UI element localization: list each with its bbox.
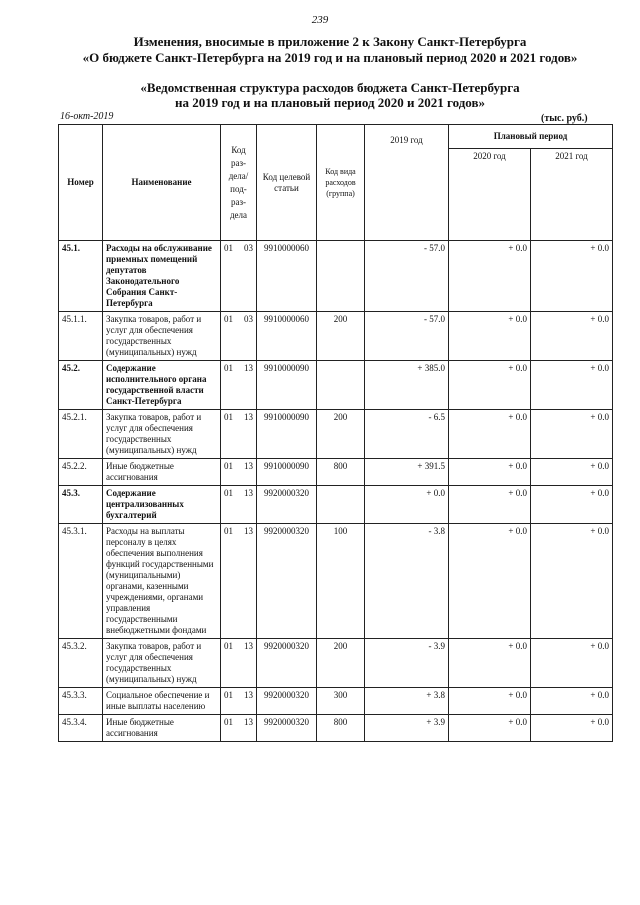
table-row: [59, 524, 613, 639]
row-expense-type: 800: [317, 715, 365, 742]
header-target: Код целевой статьи: [257, 125, 317, 241]
row-2020: + 0.0: [449, 241, 531, 312]
row-name: Содержание централизованных бухгалтерий: [103, 486, 221, 524]
row-number: 45.1.1.: [59, 312, 103, 361]
row-section: [221, 688, 257, 715]
page-number: 239: [311, 14, 329, 26]
section-code: 01: [224, 314, 233, 324]
row-number: 45.2.2.: [59, 459, 103, 486]
subtitle-line-2: на 2019 год и на плановый период 2020 и 2021 годов»: [174, 95, 485, 110]
row-expense-type: 200: [317, 312, 365, 361]
row-2021: + 0.0: [531, 312, 613, 361]
document-title: [40, 34, 620, 66]
row-name: Закупка товаров, работ и услуг для обеспечения государственных (муниципальных) нужд: [103, 639, 221, 688]
row-expense-type: [317, 361, 365, 410]
header-2019: 2019 год: [365, 125, 449, 241]
row-number: 45.1.: [59, 241, 103, 312]
row-expense-type: 200: [317, 639, 365, 688]
table-row: [59, 241, 613, 312]
row-2020: + 0.0: [449, 361, 531, 410]
row-name: Содержание исполнительного органа государственной власти Санкт-Петербурга: [103, 361, 221, 410]
row-section: [221, 459, 257, 486]
row-section: [221, 715, 257, 742]
row-section: [221, 524, 257, 639]
row-name: Расходы на выплаты персоналу в целях обеспечения выполнения функций государственными (муниципальными) органами, казенными учреждениями, органами управления государственными внебюджетными фондами: [103, 524, 221, 639]
row-expense-type: 300: [317, 688, 365, 715]
row-2020: + 0.0: [449, 688, 531, 715]
section-code: 01: [224, 526, 233, 536]
section-code: 01: [224, 363, 233, 373]
row-name: Иные бюджетные ассигнования: [103, 715, 221, 742]
row-target: 9910000090: [257, 459, 317, 486]
row-section: [221, 241, 257, 312]
row-2019: + 385.0: [365, 361, 449, 410]
row-2019: + 3.8: [365, 688, 449, 715]
header-2020: 2020 год: [449, 149, 531, 241]
row-name: Расходы на обслуживание приемных помещений депутатов Законодательного Собрания Санкт-Петербурга: [103, 241, 221, 312]
row-2019: - 57.0: [365, 241, 449, 312]
row-expense-type: 100: [317, 524, 365, 639]
row-target: 9910000090: [257, 361, 317, 410]
header-expense-type: Код вида расходов (группа): [317, 125, 365, 241]
section-code: 01: [224, 412, 233, 422]
row-section: [221, 486, 257, 524]
row-2020: + 0.0: [449, 486, 531, 524]
row-2021: + 0.0: [531, 410, 613, 459]
row-2020: + 0.0: [449, 639, 531, 688]
subsection-code: 13: [244, 412, 253, 422]
header-planned-period: Плановый период: [449, 125, 613, 149]
table-row: [59, 312, 613, 361]
row-name: Социальное обеспечение и иные выплаты населению: [103, 688, 221, 715]
section-code: 01: [224, 243, 233, 253]
header-number: Номер: [59, 125, 103, 241]
subsection-code: 13: [244, 363, 253, 373]
row-2021: + 0.0: [531, 688, 613, 715]
row-2021: + 0.0: [531, 715, 613, 742]
row-2020: + 0.0: [449, 312, 531, 361]
subsection-code: 13: [244, 690, 253, 700]
subsection-code: 13: [244, 488, 253, 498]
section-code: 01: [224, 488, 233, 498]
subsection-code: 13: [244, 526, 253, 536]
row-2019: - 3.8: [365, 524, 449, 639]
row-2019: + 0.0: [365, 486, 449, 524]
row-2021: + 0.0: [531, 524, 613, 639]
row-name: Иные бюджетные ассигнования: [103, 459, 221, 486]
row-number: 45.2.1.: [59, 410, 103, 459]
units-label: (тыс. руб.): [541, 113, 588, 124]
row-section: [221, 361, 257, 410]
subsection-code: 03: [244, 314, 253, 324]
row-expense-type: 800: [317, 459, 365, 486]
row-expense-type: [317, 486, 365, 524]
row-2019: - 6.5: [365, 410, 449, 459]
header-section: Код раз- дела/ под- раз- дела: [221, 125, 257, 241]
document-date: 16-окт-2019: [60, 111, 114, 122]
subsection-code: 13: [244, 641, 253, 651]
table-row: [59, 639, 613, 688]
row-number: 45.2.: [59, 361, 103, 410]
subsection-code: 13: [244, 461, 253, 471]
row-number: 45.3.2.: [59, 639, 103, 688]
subsection-code: 03: [244, 243, 253, 253]
table-row: [59, 486, 613, 524]
section-code: 01: [224, 461, 233, 471]
row-2020: + 0.0: [449, 715, 531, 742]
header-name: Наименование: [103, 125, 221, 241]
row-number: 45.3.1.: [59, 524, 103, 639]
row-2020: + 0.0: [449, 459, 531, 486]
subtitle-line-1: «Ведомственная структура расходов бюджета Санкт-Петербурга: [140, 80, 520, 95]
row-target: 9910000090: [257, 410, 317, 459]
row-2021: + 0.0: [531, 639, 613, 688]
row-number: 45.3.3.: [59, 688, 103, 715]
title-line-2: «О бюджете Санкт-Петербурга на 2019 год и на плановый период 2020 и 2021 годов»: [82, 50, 578, 65]
row-2021: + 0.0: [531, 459, 613, 486]
row-target: 9920000320: [257, 688, 317, 715]
row-target: 9910000060: [257, 312, 317, 361]
row-number: 45.3.4.: [59, 715, 103, 742]
row-2021: + 0.0: [531, 361, 613, 410]
row-section: [221, 410, 257, 459]
row-2019: - 3.9: [365, 639, 449, 688]
row-target: 9920000320: [257, 524, 317, 639]
row-2021: + 0.0: [531, 486, 613, 524]
table-row: [59, 459, 613, 486]
table-row: [59, 688, 613, 715]
row-expense-type: [317, 241, 365, 312]
row-2019: + 391.5: [365, 459, 449, 486]
section-code: 01: [224, 717, 233, 727]
row-target: 9920000320: [257, 486, 317, 524]
table-row: [59, 410, 613, 459]
table-row: [59, 361, 613, 410]
row-name: Закупка товаров, работ и услуг для обеспечения государственных (муниципальных) нужд: [103, 312, 221, 361]
row-name: Закупка товаров, работ и услуг для обеспечения государственных (муниципальных) нужд: [103, 410, 221, 459]
table-row: [59, 715, 613, 742]
row-target: 9920000320: [257, 715, 317, 742]
row-target: 9910000060: [257, 241, 317, 312]
row-2019: + 3.9: [365, 715, 449, 742]
budget-table: [58, 124, 613, 742]
subsection-code: 13: [244, 717, 253, 727]
row-expense-type: 200: [317, 410, 365, 459]
row-2020: + 0.0: [449, 410, 531, 459]
row-2021: + 0.0: [531, 241, 613, 312]
title-line-1: Изменения, вносимые в приложение 2 к Закону Санкт-Петербурга: [133, 34, 527, 49]
header-2021: 2021 год: [531, 149, 613, 241]
row-section: [221, 312, 257, 361]
section-code: 01: [224, 690, 233, 700]
section-code: 01: [224, 641, 233, 651]
row-2019: - 57.0: [365, 312, 449, 361]
row-number: 45.3.: [59, 486, 103, 524]
row-section: [221, 639, 257, 688]
document-subtitle: [40, 80, 620, 110]
row-2020: + 0.0: [449, 524, 531, 639]
row-target: 9920000320: [257, 639, 317, 688]
